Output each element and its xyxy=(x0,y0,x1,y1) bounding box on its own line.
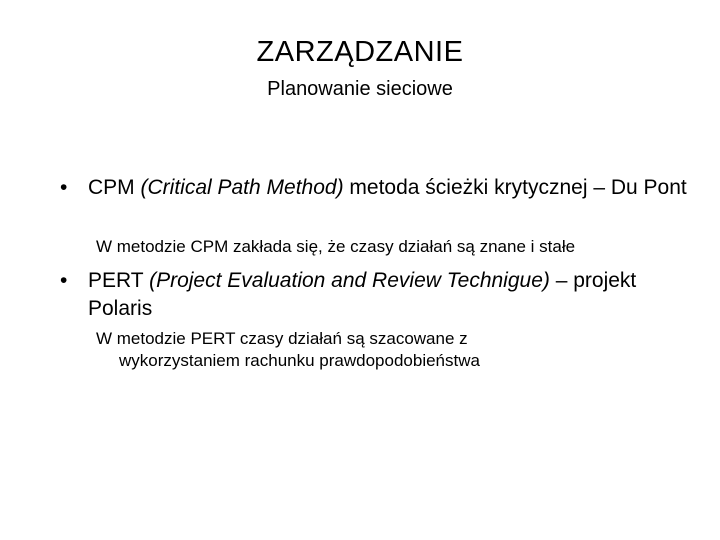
bullet-marker: • xyxy=(60,269,68,292)
slide-title: ZARZĄDZANIE xyxy=(256,36,464,68)
note-cpm xyxy=(96,236,696,258)
slide-subtitle: Planowanie sieciowe xyxy=(267,78,453,100)
bullet-suffix: – projekt Polaris xyxy=(88,269,637,320)
bullet-prefix: CPM xyxy=(88,176,141,199)
bullet-suffix: metoda ścieżki krytycznej – Du Pont xyxy=(343,176,687,199)
note-line: W metodzie PERT czasy działań są szacowane z xyxy=(96,329,468,348)
bullet-marker: • xyxy=(60,176,68,199)
bullet-cpm xyxy=(60,174,688,202)
bullet-pert xyxy=(60,267,688,323)
bullet-prefix: PERT xyxy=(88,269,150,292)
note-line-continued: wykorzystaniem rachunku prawdopodobieństwa xyxy=(119,351,480,370)
bullet-italic: (Critical Path Method) xyxy=(140,176,344,199)
note-pert xyxy=(96,328,696,372)
bullet-italic: (Project Evaluation and Review Technigue) xyxy=(149,269,550,292)
note-line: W metodzie CPM zakłada się, że czasy działań są znane i stałe xyxy=(96,237,576,256)
